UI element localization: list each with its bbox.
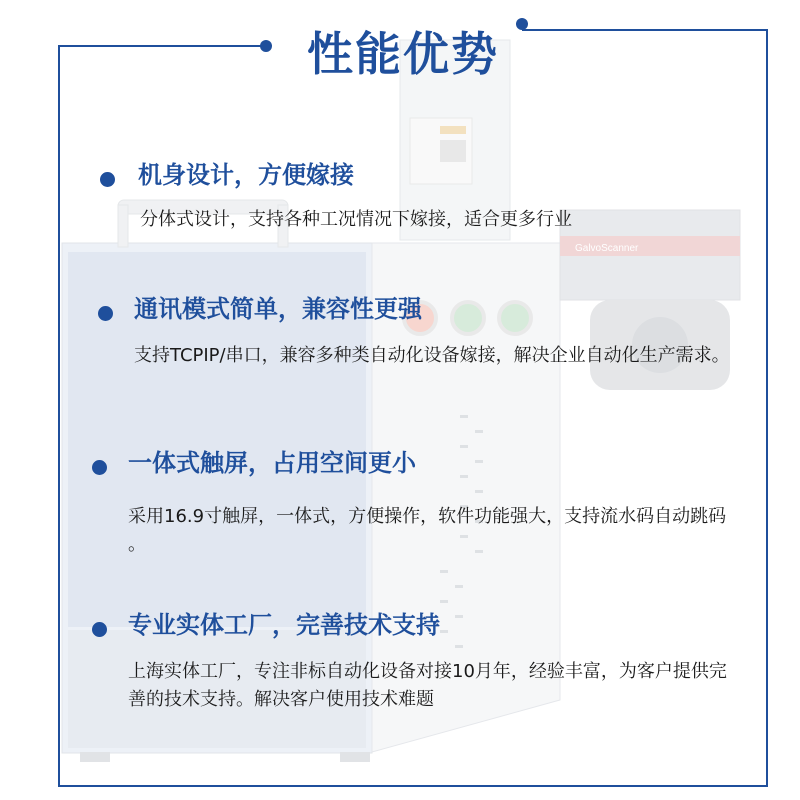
- frame-line-top-left: [58, 45, 266, 47]
- page-title: 性能优势: [307, 27, 499, 81]
- feature-heading: 机身设计，方便嫁接: [138, 161, 354, 189]
- feature-heading: 专业实体工厂，完善技术支持: [128, 611, 440, 639]
- feature-description: 采用16.9寸触屏，一体式，方便操作，软件功能强大，支持流水码自动跳码 。: [128, 506, 727, 555]
- feature-bullet: [100, 172, 115, 187]
- frame-line-right: [766, 29, 768, 785]
- feature-heading: 通讯模式简单，兼容性更强: [134, 295, 422, 323]
- frame-dot-left: [260, 40, 272, 52]
- feature-description: 上海实体工厂，专注非标自动化设备对接10月年，经验丰富，为客户提供完善的技术支持。解决客户使用技术难题: [128, 661, 727, 710]
- feature-heading: 一体式触屏，占用空间更小: [128, 449, 416, 477]
- brand-label: GalvoScanner: [575, 243, 639, 254]
- feature-description: 分体式设计，支持各种工况情况下嫁接，适合更多行业: [140, 209, 572, 230]
- feature-bullet: [98, 306, 113, 321]
- feature-bullet: [92, 460, 107, 475]
- frame-line-top-right: [522, 29, 766, 31]
- feature-bullet: [92, 622, 107, 637]
- feature-description: 支持TCPIP/串口，兼容多种类自动化设备嫁接，解决企业自动化生产需求。: [134, 345, 730, 366]
- frame-line-left: [58, 45, 60, 787]
- frame-line-bottom: [58, 785, 768, 787]
